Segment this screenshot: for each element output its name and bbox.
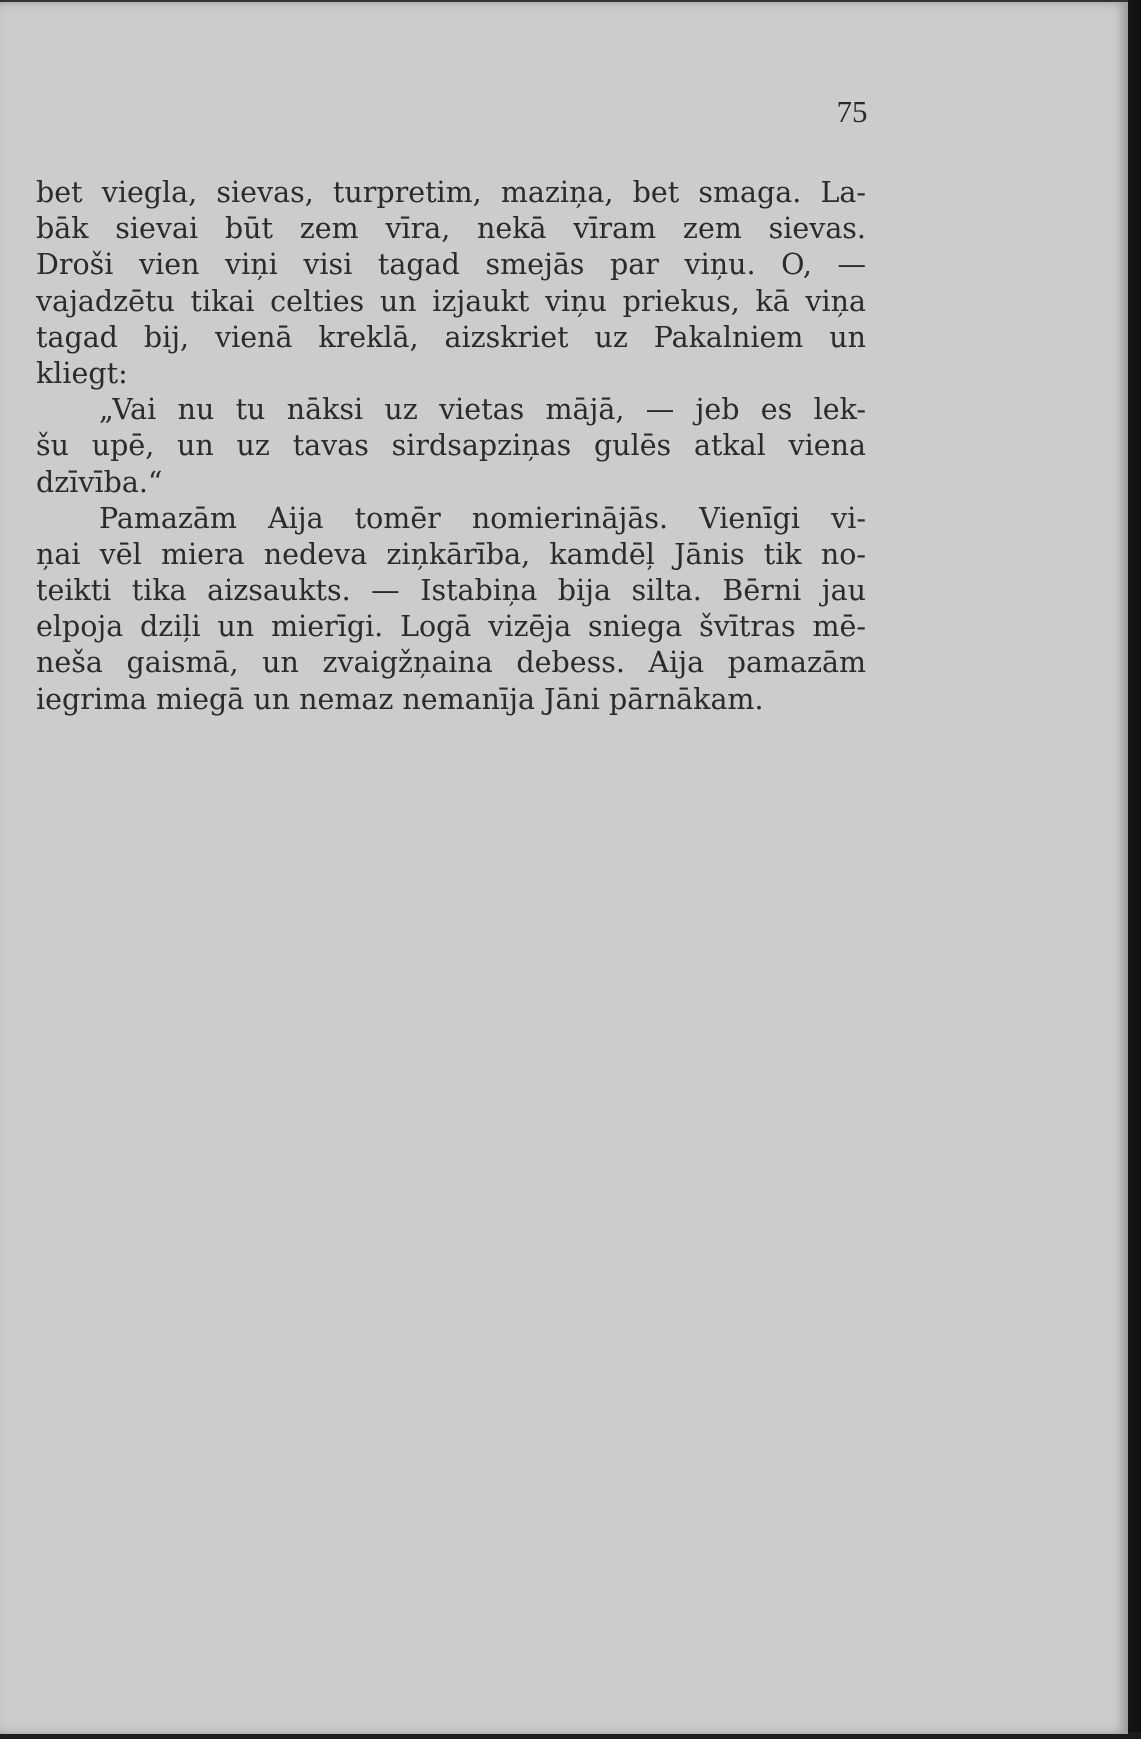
body-text	[36, 175, 866, 718]
text-line: „Vai nu tu nāksi uz vietas mājā, — jeb es lek-	[99, 393, 866, 427]
text-line: teikti tika aizsaukts. — Istabiņa bija silta. Bērni jau	[36, 574, 866, 608]
text-line: vajadzētu tikai celties un izjaukt viņu priekus, kā viņa	[36, 284, 866, 318]
text-line: kliegt:	[36, 356, 128, 390]
page-number: 75	[836, 94, 868, 129]
text-line: Pamazām Aija tomēr nomierinājās. Vienīgi vi-	[99, 501, 866, 535]
text-line: šu upē, un uz tavas sirdsapziņas gulēs atkal viena	[36, 429, 866, 463]
text-line: ņai vēl miera nedeva ziņkārība, kamdēļ Jānis tik no-	[36, 537, 866, 571]
text-line: bet viegla, sievas, turpretim, maziņa, bet smaga. La-	[36, 176, 866, 209]
text-line: Droši vien viņi visi tagad smejās par viņu. O, —	[36, 248, 866, 282]
text-line: elpoja dziļi un mierīgi. Logā vizēja sniega švītras mē-	[36, 610, 866, 644]
text-line: neša gaismā, un zvaigžņaina debess. Aija pamazām	[36, 646, 866, 680]
text-line: bāk sievai būt zem vīra, nekā vīram zem sievas.	[36, 212, 866, 246]
text-line: dzīvība.“	[36, 465, 163, 499]
text-line: iegrima miegā un nemaz nemanīja Jāni pārnākam.	[36, 682, 764, 716]
text-line: tagad bij, vienā kreklā, aizskriet uz Pakalniem un	[36, 320, 866, 354]
